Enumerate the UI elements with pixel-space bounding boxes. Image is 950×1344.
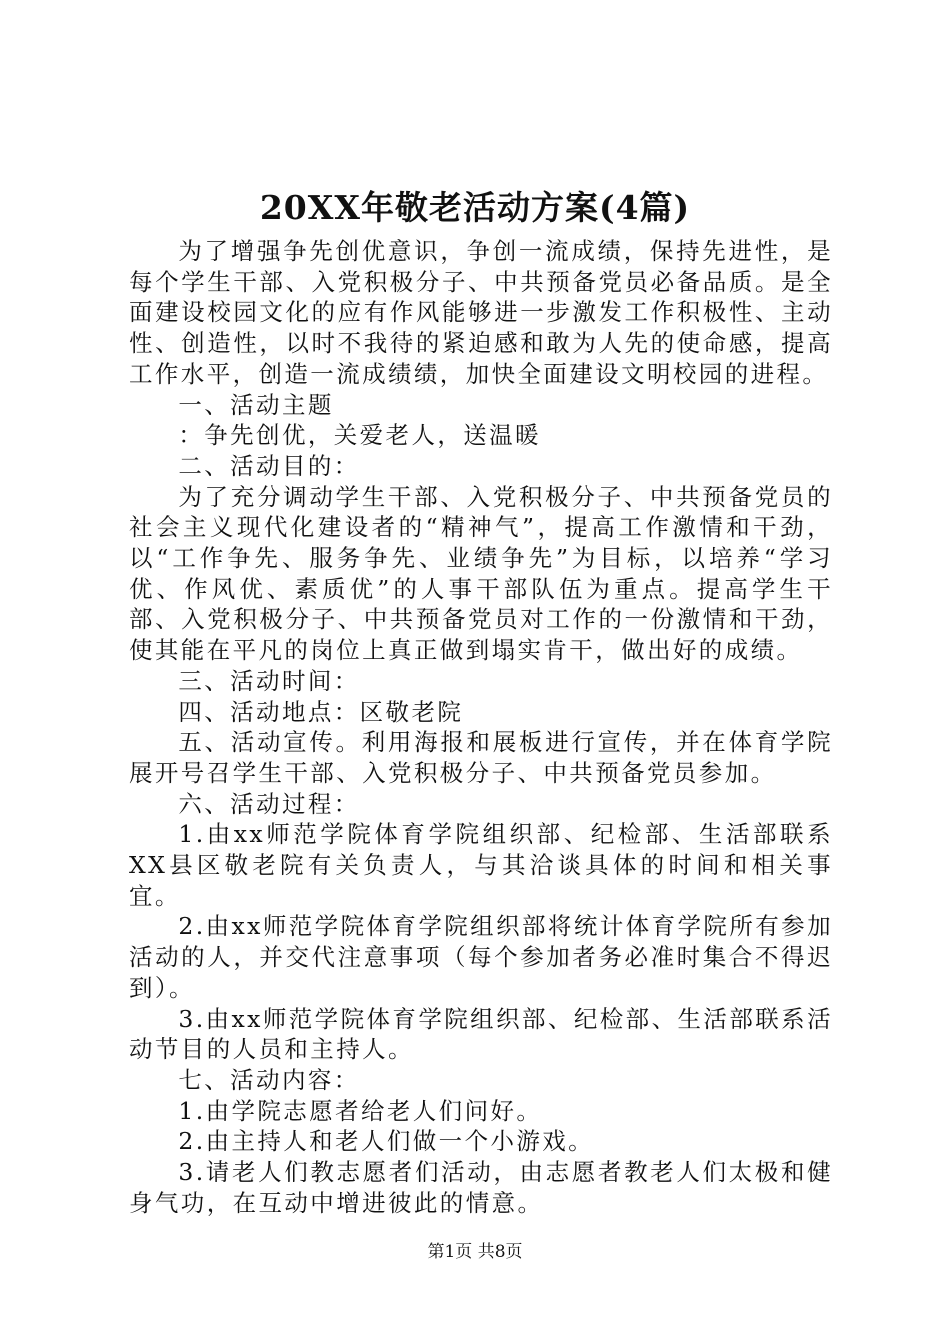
list-item-content-1: 1.由学院志愿者给老人们问好。 [178,1096,543,1125]
paragraph-intro: 为了增强争先创优意识，争创一流成绩，保持先进性，是每个学生干部、入党积极分子、中共预备党员必备品质。是全面建设校园文化的应有作风能够进一步激发工作积极性、主动性、创造性，以时不我待的紧迫感和敢为人先的使命感，提高工作水平，创造一流成绩绩，加快全面建设文明校园的进程。 [129,237,833,388]
paragraph-publicity: 五、活动宣传。利用海报和展板进行宣传，并在体育学院展开号召学生干部、入党积极分子、中共预备党员参加。 [129,728,833,787]
list-item-process-1: 1.由xx师范学院体育学院组织部、纪检部、生活部联系XX县区敬老院有关负责人，与其洽谈具体的时间和相关事宜。 [129,820,833,910]
heading-activity-theme: 一、活动主题 [178,390,334,419]
heading-activity-process: 六、活动过程： [178,789,360,818]
list-item-process-2: 2.由xx师范学院体育学院组织部将统计体育学院所有参加活动的人，并交代注意事项（每个参加者务必准时集合不得迟到）。 [129,912,833,1002]
paragraph-purpose: 为了充分调动学生干部、入党积极分子、中共预备党员的社会主义现代化建设者的“精神气”，提高工作激情和干劲，以“工作争先、服务争先、业绩争先”为目标，以培养“学习优、作风优、素质优”的人事干部队伍为重点。提高学生干部、入党积极分子、中共预备党员对工作的一份激情和干劲，使其能在平凡的岗位上真正做到塌实肯干，做出好的成绩。 [129,482,833,665]
list-item-content-2: 2.由主持人和老人们做一个小游戏。 [178,1127,595,1156]
document-title: 20XX年敬老活动方案(4篇) [259,188,691,227]
paragraph-theme: ：争先创优，关爱老人，送温暖 [178,421,541,450]
list-item-process-3: 3.由xx师范学院体育学院组织部、纪检部、生活部联系活动节目的人员和主持人。 [129,1004,833,1064]
heading-activity-time: 三、活动时间： [178,666,360,695]
heading-activity-location: 四、活动地点：区敬老院 [178,697,464,726]
document-body [129,236,833,1219]
list-item-content-3: 3.请老人们教志愿者们活动，由志愿者教老人们太极和健身气功，在互动中增进彼此的情意。 [129,1158,833,1217]
page-footer: 第1页 共8页 [427,1242,523,1262]
heading-activity-content: 七、活动内容： [178,1065,360,1094]
heading-activity-purpose: 二、活动目的： [178,451,360,480]
